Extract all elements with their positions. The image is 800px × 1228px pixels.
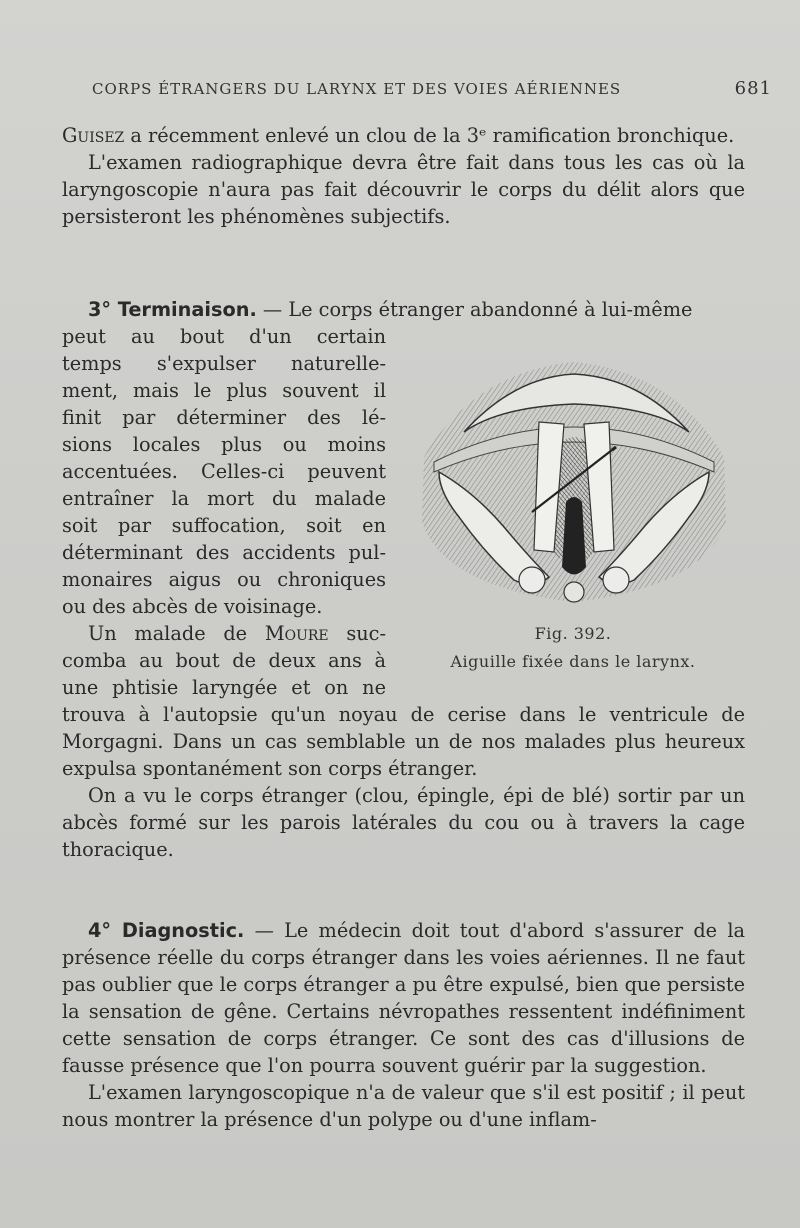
paragraph-guisez xyxy=(62,122,745,149)
text-line: accentuées. Celles-ci peuvent xyxy=(62,460,386,483)
text-line: sions locales plus ou moins xyxy=(62,433,386,456)
text-fragment: Un malade de xyxy=(88,622,265,645)
text-line: soit par suffocation, soit en xyxy=(62,514,386,537)
section-heading-terminaison: 3° Terminaison. xyxy=(88,298,257,321)
section-line-first xyxy=(62,296,745,323)
paragraph-abces: On a vu le corps étranger (clou, épingle, épi de blé) sortir par un abcès formé sur les parois latérales du cou ou à travers la cage thoracique. xyxy=(62,784,745,861)
text-line: une phtisie laryngée et on ne xyxy=(62,676,386,699)
paragraph-text: a récemment enlevé un clou de la 3ᵉ ramification bronchique. xyxy=(124,124,735,147)
text-line: finit par déterminer des lé- xyxy=(62,406,386,429)
text-fragment: suc- xyxy=(328,622,386,645)
author-name: Moure xyxy=(264,622,329,645)
section-diagnostic xyxy=(62,917,745,1133)
paragraph-laryngoscopie: L'examen laryngoscopique n'a de valeur que s'il est positif ; il peut nous montrer la présence d'un polype ou d'une inflam- xyxy=(62,1081,745,1131)
text-line: — Le corps étranger abandonné à lui-même xyxy=(256,298,693,321)
intro-block xyxy=(62,122,745,230)
text-line: ou des abcès de voisinage. xyxy=(62,595,323,618)
text-line: entraîner la mort du malade xyxy=(62,487,386,510)
paragraph-diagnostic xyxy=(62,917,745,1079)
author-name: Guisez xyxy=(62,124,125,147)
narrow-column xyxy=(62,323,386,701)
figure-caption: Aiguille fixée dans le larynx. xyxy=(450,652,696,671)
paragraph-moure xyxy=(62,620,386,647)
section-heading-diagnostic: 4° Diagnostic. xyxy=(88,919,245,942)
figure-label: Fig. 392. xyxy=(534,624,612,643)
paragraph-text: — Le médecin doit tout d'abord s'assurer de la présence réelle du corps étranger dans les voies aériennes. Il ne faut pas oublier que le corps étranger a pu être expulsé, bien que persiste la sensation de gêne. Certains névropathes ressentent indéfiniment cette sensation de corps étranger. Ce sont des cas d'illusions de fausse présence que l'on pourra souvent guérir par la suggestion. xyxy=(62,919,745,1077)
running-head-title: CORPS ÉTRANGERS DU LARYNX ET DES VOIES AÉRIENNES xyxy=(92,80,622,98)
text-line: ment, mais le plus souvent il xyxy=(62,379,386,402)
text-line: peut au bout d'un certain xyxy=(62,325,386,348)
paragraph-radiographie: L'examen radiographique devra être fait dans tous les cas où la laryngoscopie n'aura pas fait découvrir le corps du délit alors que persisteront les phénomènes subjectifs. xyxy=(62,151,745,228)
paragraph-continuation: trouva à l'autopsie qu'un noyau de cerise dans le ventricule de Morgagni. Dans un cas semblable un de nos malades plus heureux expulsa spontanément son corps étranger. xyxy=(62,703,745,780)
text-line: déterminant des accidents pul- xyxy=(62,541,386,564)
text-line: comba au bout de deux ans à xyxy=(62,649,386,672)
larynx-illustration xyxy=(414,352,732,612)
page-number: 681 xyxy=(734,78,772,99)
text-line: monaires aigus ou chroniques xyxy=(62,568,386,591)
text-line: temps s'expulser naturelle- xyxy=(62,352,386,375)
